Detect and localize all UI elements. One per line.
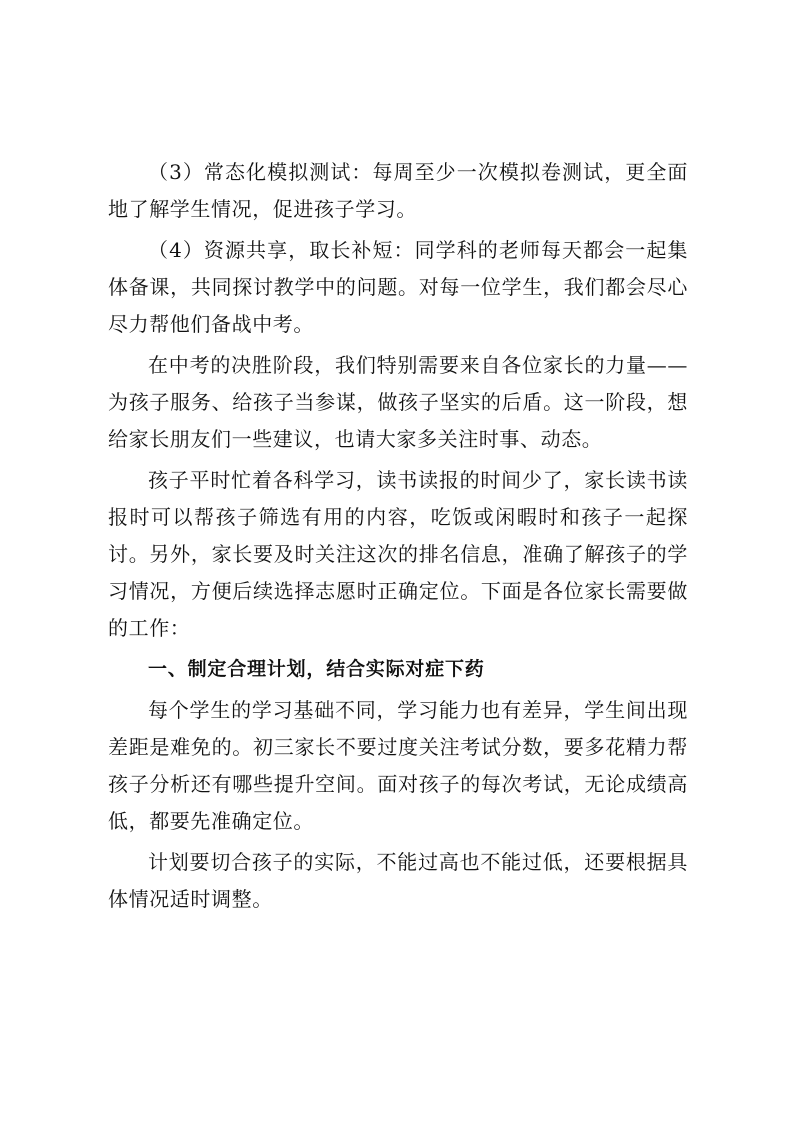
paragraph-plan-adjust: 计划要切合孩子的实际，不能过高也不能过低，还要根据具体情况适时调整。 <box>108 850 688 911</box>
document-body <box>108 154 688 922</box>
paragraph-mock-test: （3）常态化模拟测试：每周至少一次模拟卷测试，更全面地了解学生情况，促进孩子学习。 <box>108 160 688 221</box>
section-heading-plan: 一、制定合理计划，结合实际对症下药 <box>148 658 485 680</box>
paragraph-resource-sharing: （4）资源共享，取长补短：同学科的老师每天都会一起集体备课，共同探讨教学中的问题。对每一位学生，我们都会尽心尽力帮他们备战中考。 <box>108 238 688 336</box>
paragraph-parent-support: 在中考的决胜阶段，我们特别需要来自各位家长的力量——为孩子服务、给孩子当参谋，做孩子坚实的后盾。这一阶段，想给家长朋友们一些建议，也请大家多关注时事、动态。 <box>108 353 688 451</box>
paragraph-reading-advice: 孩子平时忙着各科学习，读书读报的时间少了，家长读书读报时可以帮孩子筛选有用的内容，吃饭或闲暇时和孩子一起探讨。另外，家长要及时关注这次的排名信息，准确了解孩子的学习情况，方便后续选择志愿时正确定位。下面是各位家长需要做的工作： <box>108 468 688 640</box>
paragraph-learning-differences: 每个学生的学习基础不同，学习能力也有差异，学生间出现差距是难免的。初三家长不要过度关注考试分数，要多花精力帮孩子分析还有哪些提升空间。面对孩子的每次考试，无论成绩高低，都要先准确定位。 <box>108 698 688 833</box>
